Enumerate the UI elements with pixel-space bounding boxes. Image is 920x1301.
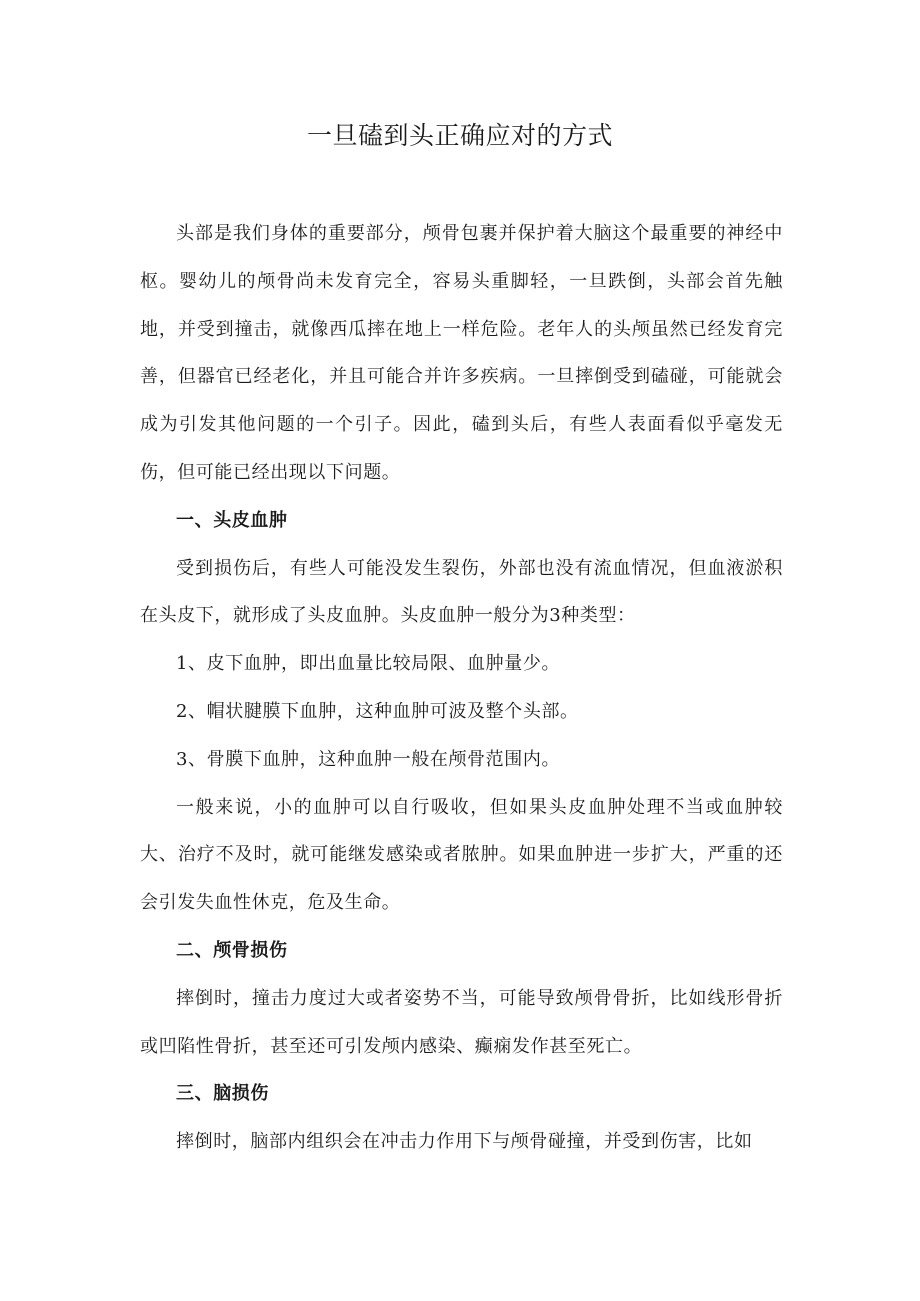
intro-paragraph: 头部是我们身体的重要部分，颅骨包裹并保护着大脑这个最重要的神经中枢。婴幼儿的颅骨尚未发育完全，容易头重脚轻，一旦跌倒，头部会首先触地，并受到撞击，就像西瓜摔在地上一样危险。老年人的头颅虽然已经发育完善，但器官已经老化，并且可能合并许多疾病。一旦摔倒受到磕碰，可能就会成为引发其他问题的一个引子。因此，磕到头后，有些人表面看似乎毫发无伤，但可能已经出现以下问题。 — [140, 223, 783, 483]
section-heading-scalp-hematoma: 一、头皮血肿 — [176, 509, 288, 531]
document-title: 一旦磕到头正确应对的方式 — [306, 121, 613, 150]
paragraph: 受到损伤后，有些人可能没发生裂伤，外部也没有流血情况，但血液淤积在头皮下，就形成了头皮血肿。头皮血肿一般分为3种类型： — [140, 557, 783, 627]
section-heading-skull-injury: 二、颅骨损伤 — [176, 939, 288, 961]
document-body — [140, 210, 783, 1166]
list-item: 3、骨膜下血肿，这种血肿一般在颅骨范围内。 — [176, 748, 561, 770]
paragraph: 摔倒时，脑部内组织会在冲击力作用下与颅骨碰撞，并受到伤害，比如 — [176, 1131, 753, 1153]
list-item: 2、帽状腱膜下血肿，这种血肿可波及整个头部。 — [176, 700, 579, 722]
list-item: 1、皮下血肿，即出血量比较局限、血肿量少。 — [176, 653, 561, 675]
paragraph: 一般来说，小的血肿可以自行吸收，但如果头皮血肿处理不当或血肿较大、治疗不及时，就可能继发感染或者脓肿。如果血肿进一步扩大，严重的还会引发失血性休克，危及生命。 — [140, 796, 783, 914]
section-heading-brain-injury: 三、脑损伤 — [176, 1083, 269, 1105]
paragraph: 摔倒时，撞击力度过大或者姿势不当，可能导致颅骨骨折，比如线形骨折或凹陷性骨折，甚至还可引发颅内感染、癫痫发作甚至死亡。 — [140, 987, 783, 1057]
